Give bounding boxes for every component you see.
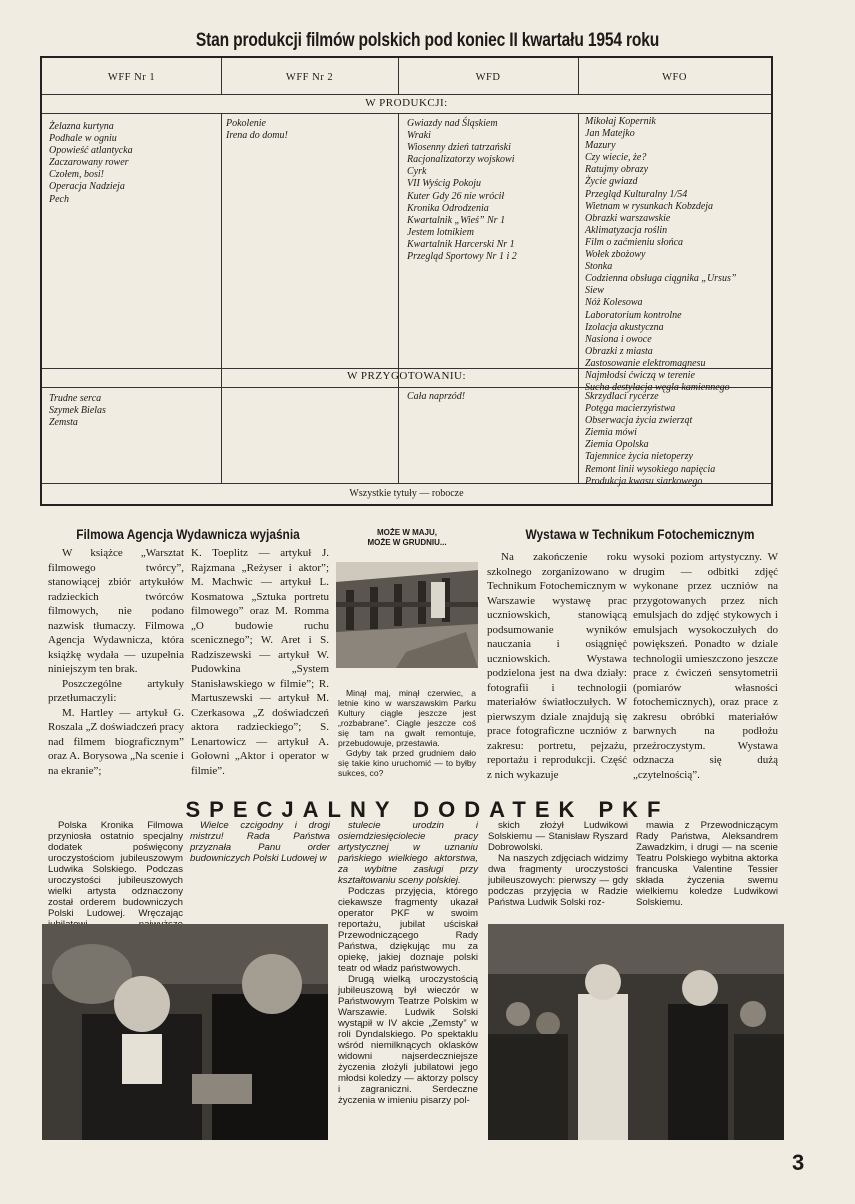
film-title: Żelazna kurtyna	[49, 121, 114, 132]
film-title: Mazury	[585, 140, 616, 152]
film-title: VII Wyścig Pokoju	[407, 178, 482, 190]
film-title: Laboratorium kontrolne	[585, 309, 682, 321]
film-title: Ziemia mówi	[585, 427, 637, 439]
film-title: Wraki	[407, 130, 431, 142]
production-list-wfd	[407, 118, 517, 263]
film-title: Najmłodsi ćwiczą w terenie	[585, 369, 695, 381]
article-fav-title: Filmowa Agencja Wydawnicza wyjaśnia	[76, 526, 300, 542]
film-title: Ratujmy obrazy	[585, 164, 649, 176]
film-title: Irena do domu!	[226, 130, 288, 142]
film-title: Podhale w ogniu	[49, 133, 117, 145]
film-title: Aklimatyzacja roślin	[585, 224, 668, 236]
article-exhibition-title: Wystawa w Technikum Fotochemicznym	[525, 526, 755, 542]
preparation-list-wfd	[407, 391, 465, 403]
film-title: Wietnam w rysunkach Kobzdeja	[585, 200, 714, 212]
article-exhibition-column-2: wysoki poziom artystyczny. W drugim — odbitki zdjęć wykonane przez uczniów na przygotowanych przez nich emulsjach do zdjęć stykowych i emulsjach wysokoczułych do powiększeń. Ponadto w dziale technologii umieszczono jeszcze prace z ćwiczeń sensytometrii (pomiarów własności fotochemicznych), oraz prace z zakresu obróbki materiałów barwnych na podłożu przeźroczystym. Wystawa odznacza się dużą „czytelnością”.	[633, 551, 778, 781]
sidebox-caption: Minął maj, minął czerwiec, a letnie kino w warszawskim Parku Kultury ciągle jeszcze jest „rozbabrane”. Ciągle jeszcze coś się tam na gwałt remontuje, przebudowuje, przestawia. Gdyby tak przed grudniem dało się takie kino uruchomić — to byłby sukces, co?	[338, 688, 476, 778]
production-list-wfo	[585, 116, 736, 394]
film-title: Remont linii wysokiego napięcia	[585, 463, 716, 475]
jubilee-reception-photo	[42, 924, 328, 1140]
film-title: Cyrk	[407, 166, 427, 178]
preparation-list-wfo	[585, 391, 715, 488]
film-title: Produkcja kwasu siarkowego	[585, 475, 703, 487]
film-title: Skrzydlaci rycerze	[585, 391, 659, 402]
pkf-column-4: skich złożył Ludwikowi Solskiemu — Stanisław Ryszard Dobrowolski. Na naszych zdjęciach widzimy dwa fragmenty uroczystości jubileuszowych: pierwszy — gdy podczas przyjęcia w Radzie Państwa Ludwik Solski roz-	[488, 820, 628, 908]
theatre-stage-photo	[488, 924, 784, 1140]
park-cinema-photo	[336, 562, 478, 668]
film-title: Opowieść atlantycka	[49, 145, 133, 157]
film-title: Mikołaj Kopernik	[585, 116, 656, 127]
film-title: Sucha destylacja węgla kamiennego	[585, 382, 730, 394]
film-title: Pech	[49, 193, 69, 205]
film-title: Przegląd Kulturalny 1/54	[585, 188, 688, 200]
film-title: Zemsta	[49, 417, 78, 429]
film-title: Trudne serca	[49, 393, 102, 404]
table-footnote: Wszystkie tytuły — robocze	[349, 488, 464, 499]
article-fav-column-2: K. Toeplitz — artykuł J. Rajzmana „Reżyser i aktor”; M. Machwic — artykuł L. Kosmatowa „Sztuka portretu filmowego” oraz M. Romma „O budowie ruchu scenicznego”; W. Aret i S. Radziszewski — artykuł W. Pudowkina „System Stanisławskiego w filmie”; R. Martuszewski — artykuł M. Czerkasowa „Z doświadczeń aktora radzieckiego”; S. Lenartowicz — artykuł A. Gołowni „Aktor i operator w filmie”.	[191, 547, 329, 777]
production-list-wff1	[49, 121, 133, 206]
film-title: Kwartalnik Harcerski Nr 1	[407, 238, 515, 250]
column-header-wfd: WFD	[475, 72, 501, 83]
page-number: 3	[792, 1150, 805, 1175]
article-fav-column-1: W książce „Warsztat filmowego twórcy”, stanowiącej zbiór artykułów radzieckich twórców filmowych, nie podano nazwisk tłumaczy. Filmowa Agencja Wydawnicza, która książkę wydała — uzupełnia niniejszym ten brak. Poszczególne artykuły przetłumaczyli: M. Hartley — artykuł G. Roszala „Z doświadczeń pracy nad filmem biograficznym” oraz A. Borysowa „Na scenie i na ekranie”;	[48, 547, 184, 777]
page-title: Stan produkcji filmów polskich pod koniec II kwartału 1954 roku	[195, 30, 660, 51]
film-title: Życie gwiazd	[585, 176, 638, 188]
film-title: Zastosowanie elektromagnesu	[585, 357, 706, 369]
film-title: Kwartalnik „Wieś” Nr 1	[407, 214, 506, 226]
film-title: Czy wiecie, że?	[585, 152, 647, 164]
film-title: Wiosenny dzień tatrzański	[407, 142, 511, 154]
film-title: Pokolenie	[226, 118, 266, 129]
film-title: Cała naprzód!	[407, 391, 466, 402]
film-title: Operacja Nadzieja	[49, 181, 125, 193]
film-title: Gwiazdy nad Śląskiem	[407, 118, 498, 129]
sidebox-title: MOŻE W MAJU, MOŻE W GRUDNIU...	[367, 528, 447, 547]
pkf-section-title: SPECJALNY DODATEK PKF	[185, 797, 670, 822]
film-title: Tajemnice życia nietoperzy	[585, 451, 693, 463]
pkf-column-1: Polska Kronika Filmowa przyniosła ostatnio specjalny dodatek poświęcony uroczystościom jubileuszowym Ludwika Solskiego. Podczas uroczystości jubileuszowych wielki artysta odznaczony został orderem budowniczych Polski Ludowej. Wręczając	[48, 820, 183, 919]
pkf-column-2: Wielce czcigodny i drogi mistrzu! Rada Państwa przyznała Panu order budowniczych Polski Ludowej w	[190, 820, 330, 864]
article-exhibition-column-1: Na zakończenie roku szkolnego zorganizowano w Technikum Fotochemicznym w Warszawie wystawę prac uczniowskich, stanowiącą podsumowanie wyników nauczania i osiągnięć uczniowskich. Wystawa podzielona jest na dwa działy: fotografii i technologii materiałów światłoczułych. W pierwszym dziale znajdują się prace fotograficzne uczniów z zakresu: portretu, pejzażu, reportażu i reprodukcji. Część z nich wykazuje	[487, 551, 627, 781]
film-title: Szymek Bielas	[49, 405, 106, 417]
film-title: Obrazki z miasta	[585, 345, 653, 357]
column-header-wff1: WFF Nr 1	[107, 72, 156, 83]
pkf-column-3: stulecie urodzin i osiemdziesięciolecie pracy artystycznej w uznaniu pańskiego wielkiego aktorstwa, za wybitne zasługi przy kształtowaniu sceny polskiej. Podczas przyjęcia, którego ciekawsze fragmenty ukazał operator PKF w swoim reportażu, jubilat uściskał Przewodniczącego Rady Państwa, dziękując mu za opiekę, jakiej doznaje polski teatr od władz państwowych. Drugą wielką uroczystością jubileuszową był wieczór w Państwowym Teatrze Polskim w Warszawie. Ludwik Solski wystąpił w IV akcie „Zemsty” w roli Dyndalskiego. Po spektaklu wśród niemilknących oklasków widowni najserdeczniejsze życzenia złożyli jubilatowi jego młodsi koledzy — aktorzy polscy i zagraniczni. Serdeczne życzenia w imieniu pisarzy pol-	[338, 820, 478, 1106]
film-title: Ziemia Opolska	[585, 439, 649, 451]
column-header-wfo: WFO	[662, 72, 687, 83]
film-title: Stonka	[585, 261, 613, 273]
pkf-column-5: mawia z Przewodniczącym Rady Państwa, Aleksandrem Zawadzkim, i drugi — na scenie Teatru Polskiego wybitna aktorka francuska Valentine Tessier składa życzenia swemu wielkiemu koledze Ludwikowi Solskiemu.	[636, 820, 778, 908]
film-title: Przegląd Sportowy Nr 1 i 2	[407, 251, 517, 263]
film-title: Siew	[585, 285, 604, 297]
film-title: Obserwacja życia zwierząt	[585, 415, 693, 427]
film-title: Codzienna obsługa ciągnika „Ursus”	[585, 273, 737, 285]
film-title: Racjonalizatorzy wojskowi	[407, 154, 515, 166]
film-title: Zaczarowany rower	[49, 157, 129, 169]
production-list-wff2	[226, 118, 288, 142]
film-title: Film o zaćmieniu słońca	[585, 236, 684, 248]
film-title: Potęga macierzyństwa	[585, 403, 676, 415]
film-title: Obrazki warszawskie	[585, 212, 671, 224]
film-title: Kronika Odrodzenia	[407, 202, 489, 214]
preparation-list-wff1	[49, 393, 106, 429]
production-table	[40, 56, 773, 506]
film-title: Jan Matejko	[585, 128, 635, 140]
film-title: Nóż Kolesowa	[585, 297, 643, 309]
film-title: Kuter Gdy 26 nie wrócił	[407, 190, 505, 202]
column-header-wff2: WFF Nr 2	[285, 72, 334, 83]
section-preparation-label: W PRZYGOTOWANIU:	[346, 370, 467, 382]
film-title: Nasiona i owoce	[585, 333, 652, 345]
section-production-label: W PRODUKCJI:	[365, 97, 448, 109]
film-title: Czołem, bosi!	[49, 169, 104, 181]
film-title: Izolacja akustyczna	[585, 321, 664, 333]
film-title: Jestem lotnikiem	[407, 226, 474, 238]
film-title: Wołek zbożowy	[585, 249, 646, 261]
